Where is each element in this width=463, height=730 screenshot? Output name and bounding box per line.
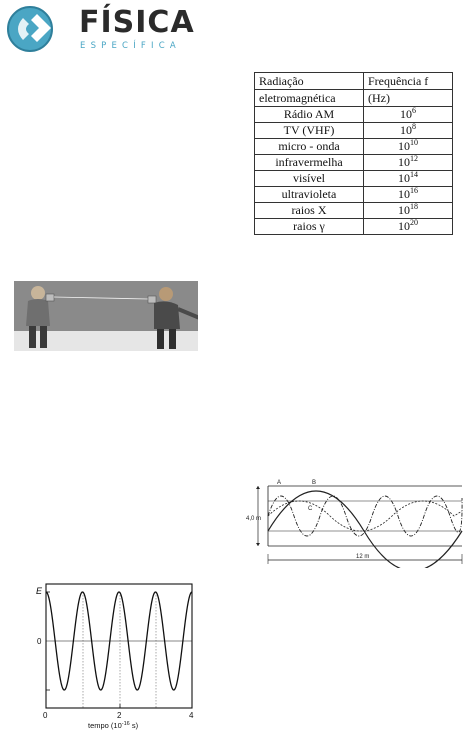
- header-frequency-unit: (Hz): [364, 90, 453, 107]
- x-tick-label: 0: [43, 711, 48, 720]
- width-label: 12 m: [356, 554, 370, 560]
- radiation-name: raios γ: [255, 219, 364, 235]
- x-tick-label: 4: [189, 711, 194, 720]
- wave-c: [268, 501, 462, 531]
- radiation-name: ultravioleta: [255, 187, 364, 203]
- table-row: [255, 203, 453, 219]
- frequency-value: $10^{18}$: [364, 203, 453, 219]
- header-radiation-2: eletromagnética: [255, 90, 364, 107]
- logo-mark: [7, 6, 57, 52]
- label-a: A: [277, 480, 282, 486]
- radiation-name: raios X: [255, 203, 364, 219]
- table-row: [255, 171, 453, 187]
- label-c: C: [308, 506, 313, 512]
- x-axis-label: tempo ($10^{-16}$ s): [88, 721, 139, 730]
- radiation-name: infravermelha: [255, 155, 364, 171]
- radiation-name: Rádio AM: [255, 107, 364, 123]
- height-label: 4,0 m: [246, 516, 262, 522]
- frequency-value: $10^{20}$: [364, 219, 453, 235]
- frequency-value: $10^{10}$: [364, 139, 453, 155]
- tin-can-telephone-photo: [14, 281, 198, 351]
- frequency-value: $10^{14}$: [364, 171, 453, 187]
- y-axis-label: E: [36, 586, 43, 596]
- radiation-name: micro - onda: [255, 139, 364, 155]
- table-row: [255, 219, 453, 235]
- energy-time-graph: [32, 580, 202, 730]
- radiation-frequency-table: [254, 72, 453, 235]
- logo-subtitle: ESPECÍFICA: [80, 41, 181, 51]
- y-zero-label: 0: [37, 637, 42, 646]
- radiation-name: TV (VHF): [255, 123, 364, 139]
- frequency-value: $10^{16}$: [364, 187, 453, 203]
- header-radiation: Radiação: [255, 73, 364, 90]
- frequency-value: $10^6$: [364, 107, 453, 123]
- x-tick-label: 2: [117, 711, 122, 720]
- wave-a: [268, 496, 462, 536]
- radiation-name: visível: [255, 171, 364, 187]
- frequency-value: $10^8$: [364, 123, 453, 139]
- frequency-value: $10^{12}$: [364, 155, 453, 171]
- label-b: B: [312, 480, 317, 486]
- table-row: [255, 139, 453, 155]
- table-row: [255, 155, 453, 171]
- wave-figure: [246, 476, 463, 568]
- table-row: [255, 107, 453, 123]
- header-frequency: Frequência f: [364, 73, 453, 90]
- table-row: [255, 187, 453, 203]
- table-row: [255, 123, 453, 139]
- logo-title: FÍSICA: [79, 5, 195, 40]
